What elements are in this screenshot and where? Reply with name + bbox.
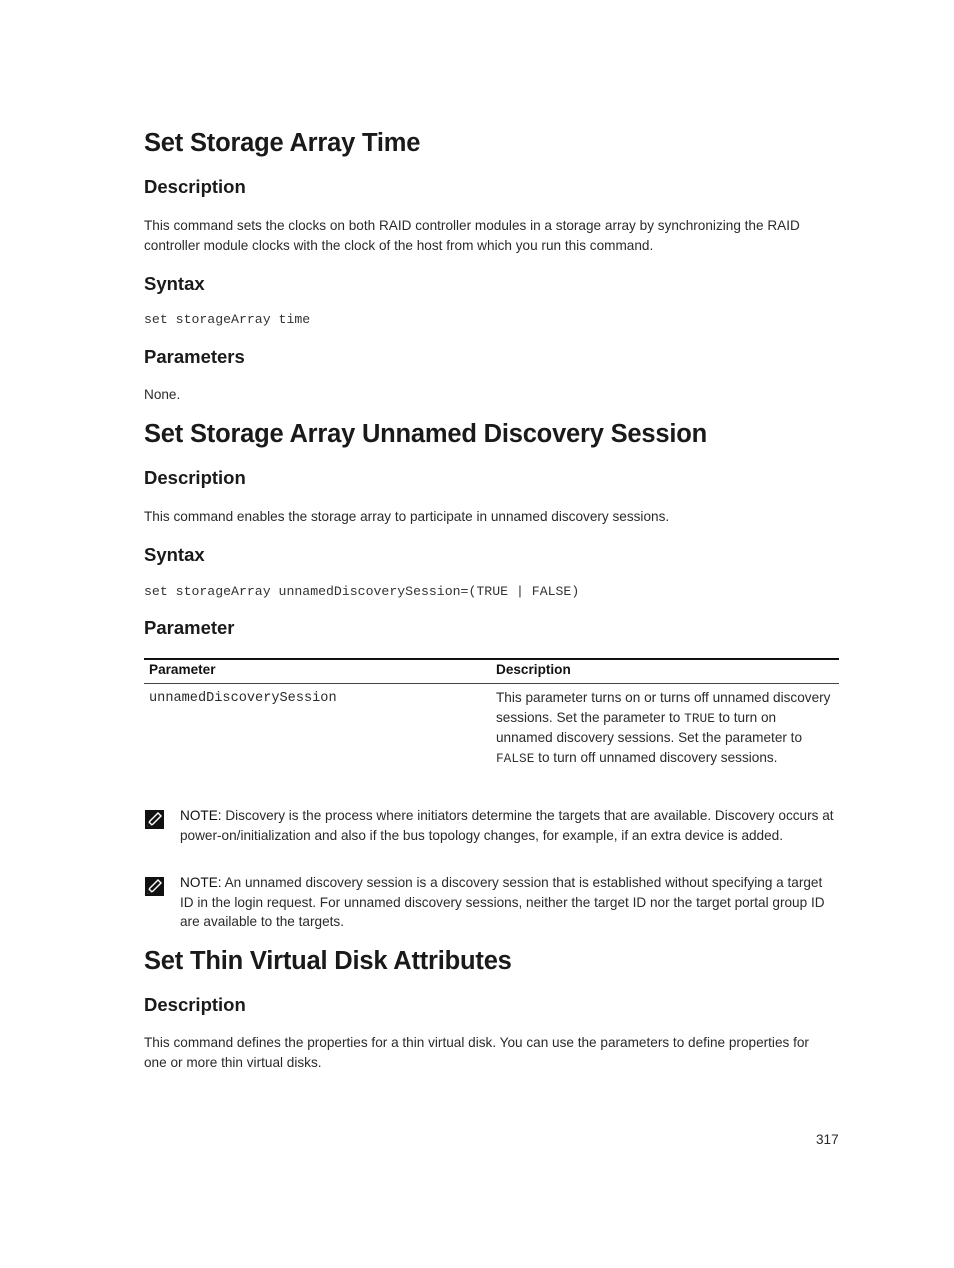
syntax-heading: Syntax (144, 544, 205, 565)
section-title-unnamed-discovery-session: Set Storage Array Unnamed Discovery Session (144, 420, 708, 448)
section-title-set-storage-array-time: Set Storage Array Time (144, 129, 421, 157)
table-header-rule (144, 683, 839, 684)
table-cell-description: This parameter turns on or turns off unnamed discovery sessions. Set the parameter to TRUE to turn on unnamed discovery sessions. Set the parameter to FALSE to turn off unnamed discovery sessions. (496, 690, 831, 766)
note-text: An unnamed discovery session is a discovery session that is established without specifying a target ID in the login request. For unnamed discovery sessions, neither the target ID nor the target portal group ID are available to the targets. (180, 875, 825, 929)
syntax-heading: Syntax (144, 273, 205, 294)
description-text: This command sets the clocks on both RAID controller modules in a storage array by synchronizing the RAID controller module clocks with the clock of the host from which you run this command. (144, 218, 800, 253)
note-text: Discovery is the process where initiators determine the targets that are available. Discovery occurs at power-on/initialization and also if the bus topology changes, for example, if an extra device is added. (180, 808, 834, 843)
note-pencil-icon (144, 875, 166, 897)
parameter-table (144, 658, 839, 793)
table-header-parameter: Parameter (149, 662, 216, 677)
table-header-description: Description (496, 662, 571, 677)
syntax-code: set storageArray unnamedDiscoverySession=(TRUE | FALSE) (144, 584, 580, 599)
note-pencil-icon (144, 808, 166, 830)
description-heading: Description (144, 176, 246, 197)
description-heading: Description (144, 994, 246, 1015)
parameters-heading: Parameters (144, 346, 245, 367)
description-text: This command defines the properties for a thin virtual disk. You can use the parameters to define properties for one or more thin virtual disks. (144, 1035, 809, 1070)
page-number: 317 (816, 1132, 839, 1147)
table-top-rule (144, 658, 839, 660)
code-false: FALSE (496, 750, 535, 766)
section-title-thin-virtual-disk-attributes: Set Thin Virtual Disk Attributes (144, 947, 512, 975)
parameters-text: None. (144, 387, 181, 402)
note-discovery (144, 806, 839, 866)
code-true: TRUE (684, 710, 715, 726)
description-heading: Description (144, 467, 246, 488)
note-label: NOTE: (180, 875, 222, 890)
description-text: This command enables the storage array to participate in unnamed discovery sessions. (144, 509, 670, 524)
table-cell-parameter: unnamedDiscoverySession (149, 691, 337, 706)
parameter-heading: Parameter (144, 617, 235, 638)
syntax-code: set storageArray time (144, 312, 311, 327)
note-label: NOTE: (180, 808, 222, 823)
note-unnamed-discovery (144, 873, 839, 933)
